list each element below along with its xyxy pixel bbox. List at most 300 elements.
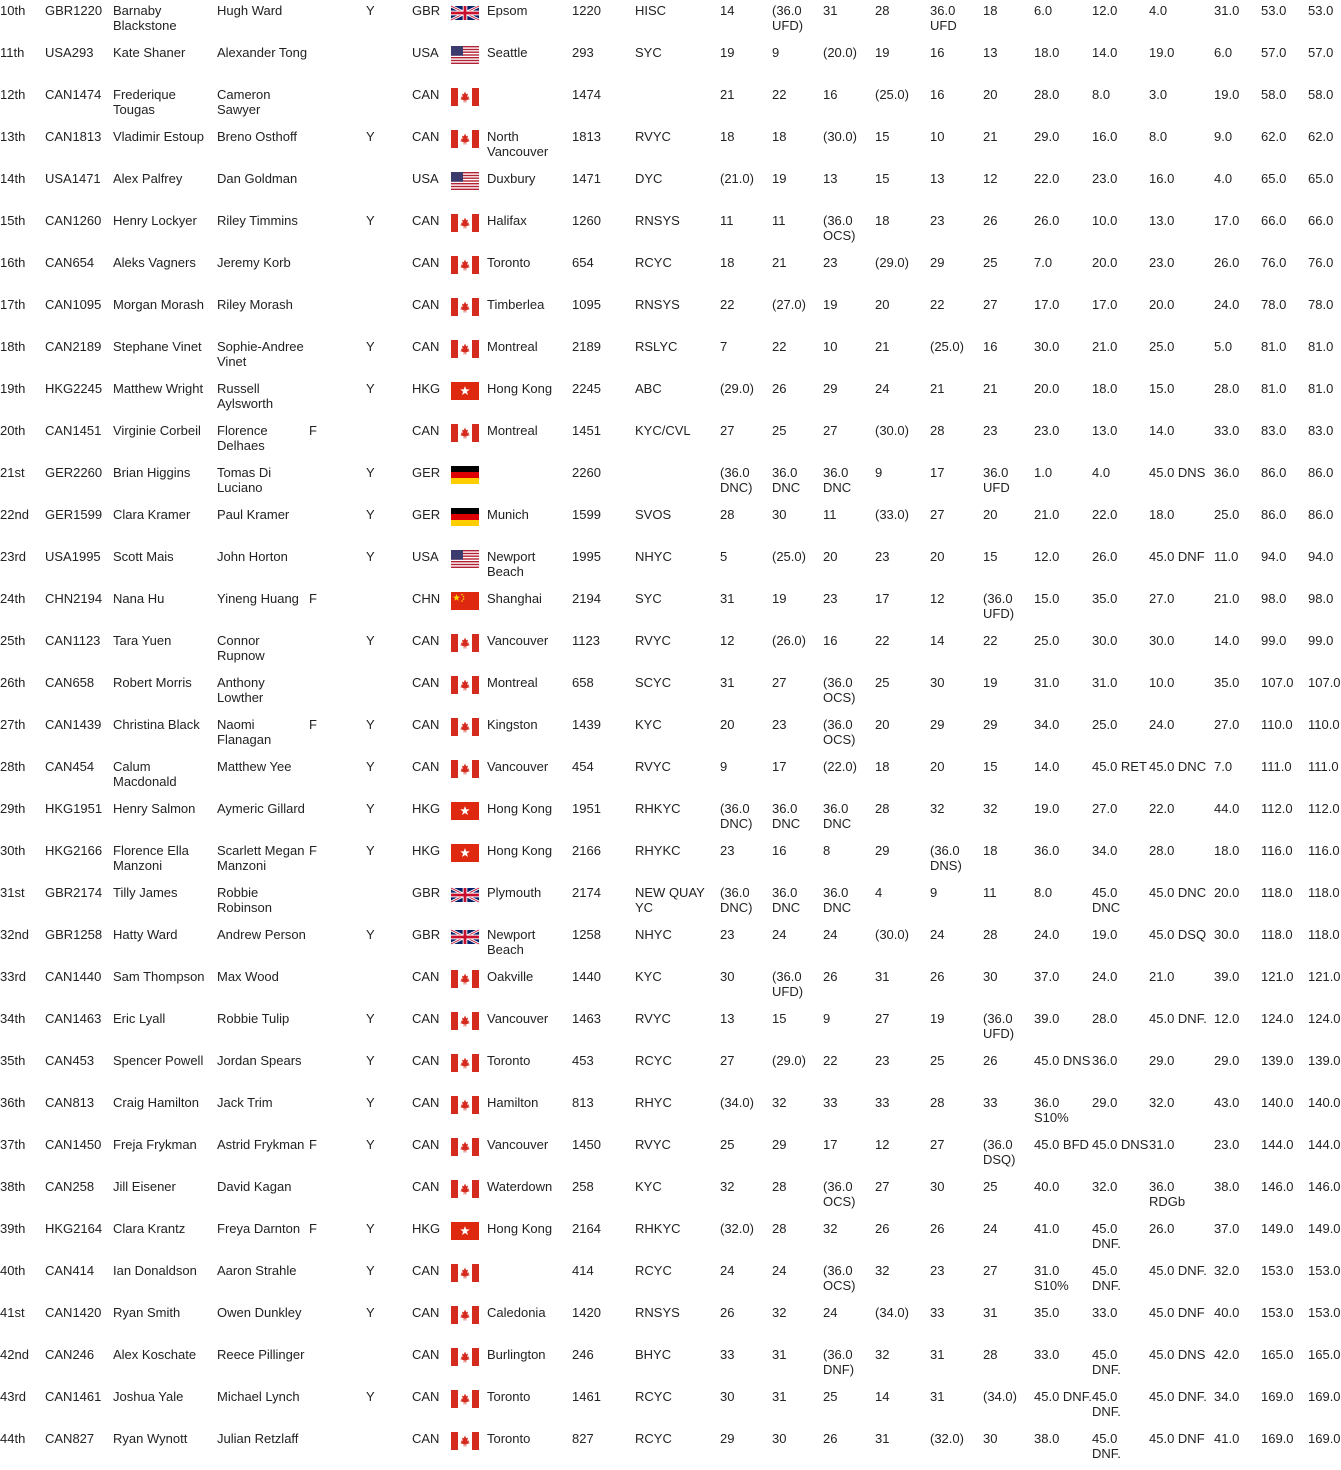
race-10-cell: 34.0	[1214, 1389, 1240, 1404]
nation-cell: CAN	[412, 255, 440, 270]
club-cell: SCYC	[635, 675, 672, 690]
race-8-cell: 45.0 DNC	[1092, 885, 1121, 915]
race-2-cell: 27	[772, 675, 787, 690]
race-7-cell: 34.0	[1034, 717, 1060, 732]
female-flag-cell	[309, 672, 366, 714]
race-7-cell: 40.0	[1034, 1179, 1060, 1194]
race-1-cell: (21.0)	[720, 171, 754, 186]
sail-number-cell: CAN654	[45, 255, 95, 270]
canada-flag-icon	[451, 1348, 479, 1366]
race-9-cell: 36.0 RDGb	[1149, 1179, 1186, 1209]
boat-number-cell: 2166	[572, 843, 601, 858]
table-row	[0, 882, 1340, 924]
race-9-cell: 22.0	[1149, 801, 1175, 816]
nation-cell: HKG	[412, 801, 441, 816]
race-8-cell: 29.0	[1092, 1095, 1118, 1110]
canada-flag-icon	[451, 256, 479, 274]
table-row	[0, 798, 1340, 840]
helm-cell: Virginie Corbeil	[113, 423, 201, 438]
nation-cell: USA	[412, 549, 439, 564]
race-5-cell: (25.0)	[930, 339, 964, 354]
rank-cell: 13th	[0, 129, 26, 144]
race-8-cell: 25.0	[1092, 717, 1118, 732]
china-flag-icon	[451, 592, 479, 610]
race-7-cell: 39.0	[1034, 1011, 1060, 1026]
flag-cell	[451, 546, 487, 588]
race-8-cell: 14.0	[1092, 45, 1118, 60]
race-5-cell: 30	[930, 675, 945, 690]
race-10-cell: 33.0	[1214, 423, 1240, 438]
total-cell: 58.0	[1261, 87, 1287, 102]
youth-flag-cell	[366, 1428, 412, 1470]
race-7-cell: 22.0	[1034, 171, 1060, 186]
helm-cell: Vladimir Estoup	[113, 129, 205, 144]
net-cell: 146.0	[1308, 1179, 1341, 1194]
total-cell: 65.0	[1261, 171, 1287, 186]
youth-flag-cell: Y	[366, 213, 375, 228]
sail-number-cell: CAN1260	[45, 213, 102, 228]
race-5-cell: 28	[930, 423, 945, 438]
club-cell: RHKYC	[635, 1221, 681, 1236]
flag-cell	[451, 588, 487, 630]
race-2-cell: 28	[772, 1179, 787, 1194]
net-cell: 81.0	[1308, 339, 1334, 354]
club-location-cell: Montreal	[487, 339, 538, 354]
race-8-cell: 34.0	[1092, 843, 1118, 858]
germany-flag-icon	[451, 466, 479, 484]
canada-flag-icon	[451, 1096, 479, 1114]
female-flag-cell	[309, 378, 366, 420]
crew-cell: Connor Rupnow	[217, 633, 265, 663]
nation-cell: CAN	[412, 1053, 440, 1068]
club-cell: NEW QUAY YC	[635, 885, 705, 915]
helm-cell: Morgan Morash	[113, 297, 205, 312]
helm-cell: Matthew Wright	[113, 381, 204, 396]
flag-cell	[451, 798, 487, 840]
race-8-cell: 33.0	[1092, 1305, 1118, 1320]
crew-cell: Reece Pillinger	[217, 1347, 305, 1362]
race-9-cell: 45.0 DNS	[1149, 465, 1206, 480]
race-8-cell: 22.0	[1092, 507, 1118, 522]
flag-cell	[451, 420, 487, 462]
crew-cell: Astrid Frykman	[217, 1137, 305, 1152]
race-4-cell: 31	[875, 969, 890, 984]
net-cell: 118.0	[1308, 885, 1340, 900]
flag-cell	[451, 1428, 487, 1470]
race-1-cell: 11	[720, 213, 734, 228]
helm-cell: Brian Higgins	[113, 465, 191, 480]
table-row	[0, 84, 1340, 126]
youth-flag-cell: Y	[366, 339, 375, 354]
flag-cell	[451, 0, 487, 42]
race-8-cell: 45.0 DNF.	[1092, 1389, 1121, 1419]
race-7-cell: 33.0	[1034, 1347, 1060, 1362]
club-location-cell: Hong Kong	[487, 801, 553, 816]
race-4-cell: 21	[875, 339, 890, 354]
total-cell: 86.0	[1261, 507, 1287, 522]
table-row	[0, 840, 1340, 882]
race-8-cell: 45.0 DNF.	[1092, 1221, 1121, 1251]
sail-number-cell: GBR1220	[45, 3, 103, 18]
total-cell: 57.0	[1261, 45, 1287, 60]
club-cell: NHYC	[635, 549, 672, 564]
race-2-cell: (25.0)	[772, 549, 806, 564]
helm-cell: Frederique Tougas	[113, 87, 176, 117]
race-6-cell: 24	[983, 1221, 998, 1236]
canada-flag-icon	[451, 424, 479, 442]
helm-cell: Christina Black	[113, 717, 200, 732]
net-cell: 165.0	[1308, 1347, 1341, 1362]
nation-cell: CAN	[412, 129, 440, 144]
race-2-cell: 19	[772, 171, 787, 186]
race-3-cell: 27	[823, 423, 838, 438]
youth-flag-cell	[366, 294, 412, 336]
race-10-cell: 39.0	[1214, 969, 1240, 984]
rank-cell: 41st	[0, 1305, 25, 1320]
nation-cell: CAN	[412, 1095, 440, 1110]
crew-cell: Paul Kramer	[217, 507, 290, 522]
club-cell: SYC	[635, 591, 662, 606]
race-9-cell: 45.0 DNC	[1149, 885, 1207, 900]
rank-cell: 12th	[0, 87, 26, 102]
race-6-cell: 25	[983, 255, 998, 270]
crew-cell: Freya Darnton	[217, 1221, 301, 1236]
race-7-cell: 20.0	[1034, 381, 1060, 396]
helm-cell: Sam Thompson	[113, 969, 205, 984]
helm-cell: Aleks Vagners	[113, 255, 196, 270]
race-1-cell: 13	[720, 1011, 735, 1026]
boat-number-cell: 454	[572, 759, 594, 774]
race-5-cell: 20	[930, 759, 945, 774]
canada-flag-icon	[451, 1054, 479, 1072]
race-5-cell: 21	[930, 381, 945, 396]
race-1-cell: (29.0)	[720, 381, 754, 396]
race-4-cell: 18	[875, 213, 890, 228]
youth-flag-cell: Y	[366, 1095, 375, 1110]
race-5-cell: 17	[930, 465, 945, 480]
net-cell: 116.0	[1308, 843, 1340, 858]
sail-number-cell: CAN658	[45, 675, 95, 690]
race-5-cell: 27	[930, 507, 945, 522]
nation-cell: CAN	[412, 423, 440, 438]
sail-number-cell: HKG2164	[45, 1221, 103, 1236]
female-flag-cell: F	[309, 1137, 317, 1152]
sail-number-cell: CAN1463	[45, 1011, 102, 1026]
race-3-cell: 32	[823, 1221, 838, 1236]
club-location-cell: Montreal	[487, 675, 538, 690]
nation-cell: CAN	[412, 633, 440, 648]
club-location-cell: Vancouver	[487, 633, 549, 648]
race-5-cell: 25	[930, 1053, 945, 1068]
helm-cell: Eric Lyall	[113, 1011, 166, 1026]
table-row	[0, 1050, 1340, 1092]
nation-cell: CAN	[412, 759, 440, 774]
net-cell: 111.0	[1308, 759, 1339, 774]
race-3-cell: (20.0)	[823, 45, 857, 60]
female-flag-cell: F	[309, 843, 317, 858]
race-4-cell: 23	[875, 549, 890, 564]
hong-kong-flag-icon	[451, 1222, 479, 1240]
flag-cell	[451, 1386, 487, 1428]
flag-cell	[451, 168, 487, 210]
sail-number-cell: USA293	[45, 45, 94, 60]
sail-number-cell: CAN453	[45, 1053, 95, 1068]
race-1-cell: 32	[720, 1179, 735, 1194]
nation-cell: CAN	[412, 1389, 440, 1404]
rank-cell: 26th	[0, 675, 26, 690]
race-9-cell: 27.0	[1149, 591, 1175, 606]
race-7-cell: 35.0	[1034, 1305, 1060, 1320]
sail-number-cell: GER1599	[45, 507, 103, 522]
club-location-cell: Toronto	[487, 1053, 531, 1068]
usa-flag-icon	[451, 46, 479, 64]
club-cell: SVOS	[635, 507, 672, 522]
nation-cell: CAN	[412, 213, 440, 228]
club-cell: KYC	[635, 717, 662, 732]
table-row	[0, 504, 1340, 546]
table-row	[0, 168, 1340, 210]
net-cell: 153.0	[1308, 1263, 1341, 1278]
uk-flag-icon	[451, 886, 479, 904]
youth-flag-cell: Y	[366, 1137, 375, 1152]
club-location-cell: Hamilton	[487, 1095, 539, 1110]
nation-cell: HKG	[412, 843, 441, 858]
race-4-cell: 32	[875, 1263, 890, 1278]
club-cell: KYC	[635, 1179, 662, 1194]
flag-cell	[451, 672, 487, 714]
nation-cell: CAN	[412, 1431, 440, 1446]
race-10-cell: 29.0	[1214, 1053, 1240, 1068]
race-9-cell: 45.0 DNF.	[1149, 1263, 1207, 1278]
race-5-cell: 13	[930, 171, 945, 186]
race-7-cell: 15.0	[1034, 591, 1060, 606]
race-2-cell: 18	[772, 129, 787, 144]
race-7-cell: 45.0 DNS	[1034, 1053, 1091, 1068]
female-flag-cell	[309, 504, 366, 546]
table-row	[0, 0, 1340, 42]
net-cell: 66.0	[1308, 213, 1334, 228]
race-6-cell: 18	[983, 843, 998, 858]
hong-kong-flag-icon	[451, 382, 479, 400]
race-1-cell: 21	[720, 87, 735, 102]
flag-cell	[451, 924, 487, 966]
canada-flag-icon	[451, 1264, 479, 1282]
net-cell: 57.0	[1308, 45, 1334, 60]
race-6-cell: 15	[983, 549, 998, 564]
club-cell: RVYC	[635, 1137, 671, 1152]
net-cell: 149.0	[1308, 1221, 1341, 1236]
boat-number-cell: 1258	[572, 927, 601, 942]
canada-flag-icon	[451, 970, 479, 988]
race-9-cell: 19.0	[1149, 45, 1175, 60]
race-6-cell: 20	[983, 87, 998, 102]
boat-number-cell: 1463	[572, 1011, 601, 1026]
flag-cell	[451, 42, 487, 84]
net-cell: 62.0	[1308, 129, 1334, 144]
race-6-cell: 28	[983, 927, 998, 942]
helm-cell: Nana Hu	[113, 591, 165, 606]
race-7-cell: 23.0	[1034, 423, 1060, 438]
race-1-cell: 30	[720, 969, 735, 984]
rank-cell: 20th	[0, 423, 26, 438]
nation-cell: GBR	[412, 885, 441, 900]
youth-flag-cell: Y	[366, 549, 375, 564]
club-location-cell: Caledonia	[487, 1305, 546, 1320]
club-location-cell: Hong Kong	[487, 843, 553, 858]
race-6-cell: 29	[983, 717, 998, 732]
boat-number-cell: 1440	[572, 969, 601, 984]
canada-flag-icon	[451, 634, 479, 652]
youth-flag-cell: Y	[366, 465, 375, 480]
female-flag-cell: F	[309, 423, 317, 438]
race-10-cell: 42.0	[1214, 1347, 1240, 1362]
club-cell: RNSYS	[635, 213, 680, 228]
race-3-cell: 26	[823, 969, 838, 984]
race-9-cell: 14.0	[1149, 423, 1175, 438]
rank-cell: 14th	[0, 171, 26, 186]
race-1-cell: 28	[720, 507, 735, 522]
usa-flag-icon	[451, 172, 479, 190]
race-2-cell: 30	[772, 507, 787, 522]
nation-cell: USA	[412, 171, 439, 186]
nation-cell: GBR	[412, 927, 441, 942]
flag-cell	[451, 210, 487, 252]
race-3-cell: 29	[823, 381, 838, 396]
race-4-cell: 12	[875, 1137, 890, 1152]
club-location-cell: Toronto	[487, 1431, 531, 1446]
race-10-cell: 38.0	[1214, 1179, 1240, 1194]
race-10-cell: 9.0	[1214, 129, 1233, 144]
sail-number-cell: GER2260	[45, 465, 103, 480]
race-10-cell: 40.0	[1214, 1305, 1240, 1320]
race-1-cell: 22	[720, 297, 735, 312]
total-cell: 144.0	[1261, 1137, 1294, 1152]
race-6-cell: 19	[983, 675, 998, 690]
race-10-cell: 18.0	[1214, 843, 1240, 858]
race-2-cell: 11	[772, 213, 786, 228]
race-8-cell: 10.0	[1092, 213, 1118, 228]
boat-number-cell: 2245	[572, 381, 601, 396]
race-8-cell: 21.0	[1092, 339, 1118, 354]
helm-cell: Jill Eisener	[113, 1179, 176, 1194]
total-cell: 169.0	[1261, 1431, 1294, 1446]
nation-cell: USA	[412, 45, 439, 60]
flag-cell	[451, 882, 487, 924]
net-cell: 153.0	[1308, 1305, 1341, 1320]
total-cell: 116.0	[1261, 843, 1293, 858]
sail-number-cell: CAN1439	[45, 717, 102, 732]
race-9-cell: 4.0	[1149, 3, 1168, 18]
race-5-cell: 28	[930, 1095, 945, 1110]
race-4-cell: 17	[875, 591, 890, 606]
canada-flag-icon	[451, 340, 479, 358]
race-3-cell: 16	[823, 633, 838, 648]
race-9-cell: 28.0	[1149, 843, 1175, 858]
club-cell: SYC	[635, 45, 662, 60]
helm-cell: Henry Lockyer	[113, 213, 197, 228]
sail-number-cell: CAN1474	[45, 87, 102, 102]
race-8-cell: 27.0	[1092, 801, 1118, 816]
total-cell: 165.0	[1261, 1347, 1294, 1362]
canada-flag-icon	[451, 298, 479, 316]
race-10-cell: 11.0	[1214, 549, 1239, 564]
race-6-cell: 25	[983, 1179, 998, 1194]
female-flag-cell	[309, 0, 366, 42]
net-cell: 140.0	[1308, 1095, 1341, 1110]
total-cell: 99.0	[1261, 633, 1287, 648]
flag-cell	[451, 1218, 487, 1260]
youth-flag-cell: Y	[366, 927, 375, 942]
race-3-cell: (22.0)	[823, 759, 857, 774]
crew-cell: Riley Morash	[217, 297, 293, 312]
rank-cell: 31st	[0, 885, 25, 900]
race-4-cell: 22	[875, 633, 890, 648]
race-8-cell: 20.0	[1092, 255, 1118, 270]
female-flag-cell	[309, 1260, 366, 1302]
race-4-cell: 32	[875, 1347, 890, 1362]
race-6-cell: 20	[983, 507, 998, 522]
helm-cell: Hatty Ward	[113, 927, 178, 942]
total-cell: 98.0	[1261, 591, 1287, 606]
race-6-cell: (36.0 UFD)	[983, 591, 1015, 621]
race-7-cell: 18.0	[1034, 45, 1060, 60]
club-location-cell: Timberlea	[487, 297, 545, 312]
table-row	[0, 42, 1340, 84]
race-10-cell: 7.0	[1214, 759, 1233, 774]
boat-number-cell: 1599	[572, 507, 601, 522]
race-9-cell: 25.0	[1149, 339, 1175, 354]
race-2-cell: (36.0 UFD)	[772, 3, 804, 33]
race-7-cell: 8.0	[1034, 885, 1053, 900]
youth-flag-cell: Y	[366, 1389, 375, 1404]
total-cell: 121.0	[1261, 969, 1294, 984]
race-5-cell: 32	[930, 801, 945, 816]
race-10-cell: 30.0	[1214, 927, 1240, 942]
youth-flag-cell: Y	[366, 1011, 375, 1026]
race-4-cell: 24	[875, 381, 890, 396]
race-7-cell: 24.0	[1034, 927, 1060, 942]
race-8-cell: 35.0	[1092, 591, 1118, 606]
club-cell: RSLYC	[635, 339, 678, 354]
female-flag-cell	[309, 126, 366, 168]
club-cell: HISC	[635, 3, 667, 18]
race-9-cell: 45.0 DNF	[1149, 549, 1205, 564]
race-9-cell: 23.0	[1149, 255, 1175, 270]
race-6-cell: 15	[983, 759, 998, 774]
race-8-cell: 31.0	[1092, 675, 1118, 690]
crew-cell: David Kagan	[217, 1179, 292, 1194]
race-7-cell: 19.0	[1034, 801, 1060, 816]
race-7-cell: 17.0	[1034, 297, 1060, 312]
race-9-cell: 45.0 DNC	[1149, 759, 1207, 774]
race-6-cell: 36.0 UFD	[983, 465, 1010, 495]
female-flag-cell: F	[309, 717, 317, 732]
youth-flag-cell	[366, 882, 412, 924]
race-3-cell: 31	[823, 3, 838, 18]
helm-cell: Florence Ella Manzoni	[113, 843, 189, 873]
helm-cell: Craig Hamilton	[113, 1095, 199, 1110]
canada-flag-icon	[451, 1390, 479, 1408]
race-10-cell: 28.0	[1214, 381, 1240, 396]
net-cell: 121.0	[1308, 969, 1341, 984]
rank-cell: 23rd	[0, 549, 27, 564]
net-cell: 144.0	[1308, 1137, 1341, 1152]
boat-number-cell: 1095	[572, 297, 601, 312]
youth-flag-cell	[366, 966, 412, 1008]
race-5-cell: 19	[930, 1011, 945, 1026]
race-7-cell: 26.0	[1034, 213, 1060, 228]
crew-cell: Anthony Lowther	[217, 675, 265, 705]
